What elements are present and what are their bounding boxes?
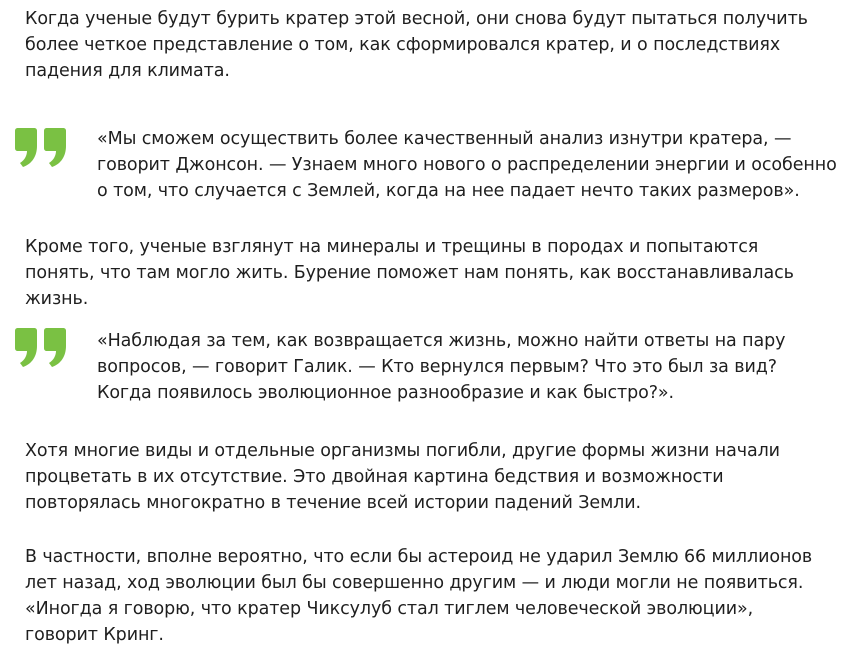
paragraph-1: Когда ученые будут бурить кратер этой весной, они снова будут пытаться получить более четкое представление о том, как сформировался кратер, и о последствиях падения для климата. [25, 9, 808, 81]
paragraph-4: В частности, вполне вероятно, что если бы астероид не ударил Землю 66 миллионов лет назад, ход эволюции был бы совершенно другим — и люди могли не появиться. «Иногда я говорю, что кратер Чиксулуб стал тиглем человеческой эволюции», говорит Кринг. [25, 547, 813, 645]
quote-text: «Мы сможем осуществить более качественный анализ изнутри кратера, — говорит Джонсон. — Узнаем много нового о распределении энергии и особенно о том, что случается с Землей, когда на нее падает нечто таких размеров». [97, 129, 837, 201]
quote-text: «Наблюдая за тем, как возвращается жизнь, можно найти ответы на пару вопросов, — говорит Галик. — Кто вернулся первым? Что это был за вид? Когда появилось эволюционное разнообразие и как быстро?». [97, 331, 786, 403]
quote-mark-icon [12, 126, 72, 170]
paragraph-3: Хотя многие виды и отдельные организмы погибли, другие формы жизни начали процветать в их отсутствие. Это двойная картина бедствия и возможности повторялась многократно в течение всей истории падений Земли. [25, 441, 780, 513]
quote-mark-icon [12, 326, 72, 370]
paragraph-2: Кроме того, ученые взглянут на минералы и трещины в породах и попытаются понять, что там могло жить. Бурение поможет нам понять, как восстанавливалась жизнь. [25, 237, 794, 309]
